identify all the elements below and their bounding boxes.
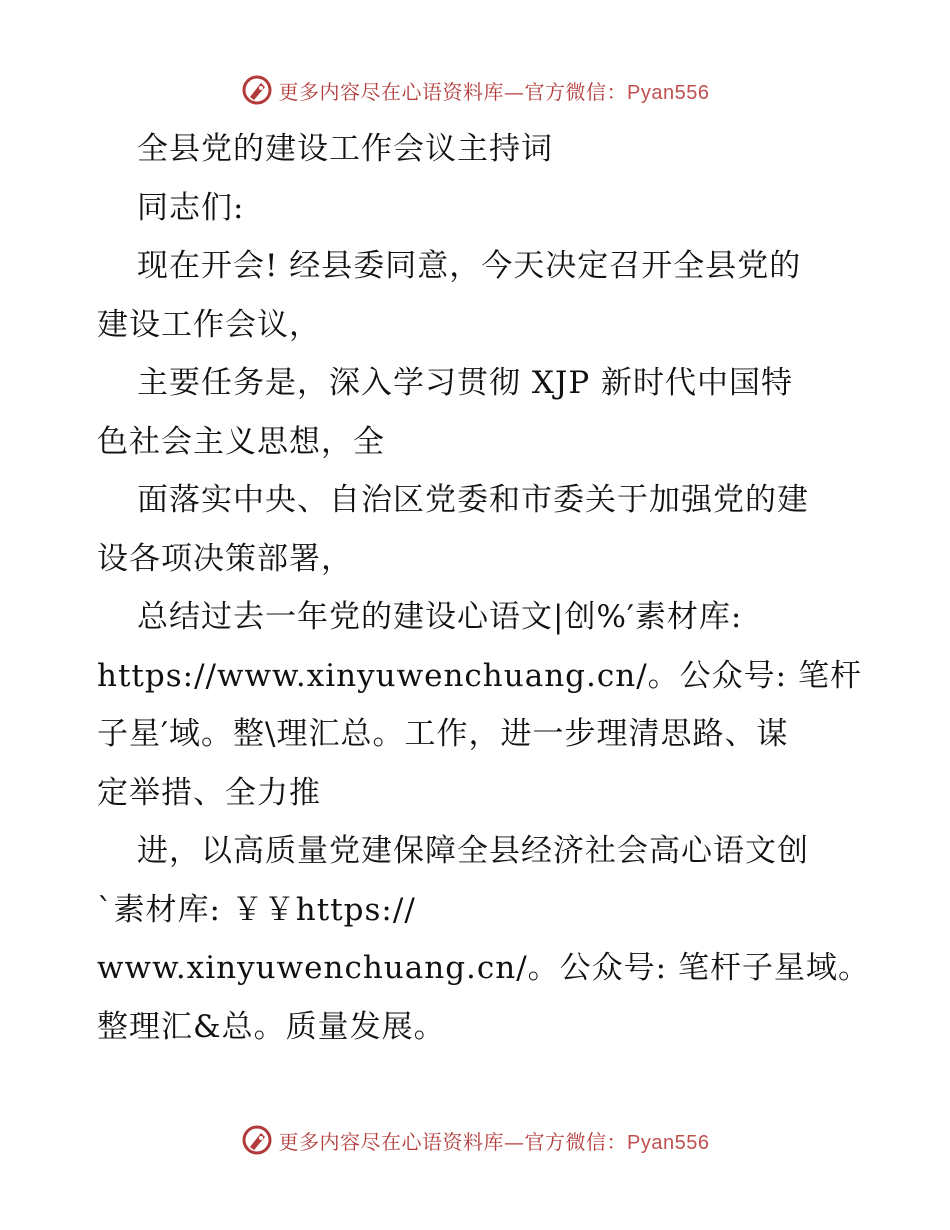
document-line: 子星′域。整\理汇总。工作，进一步理清思路、谋 <box>97 716 789 752</box>
document-line: 设各项决策部署， <box>97 540 353 577</box>
document-line: 同志们: <box>137 189 245 226</box>
document-line: www.xinyuwenchuang.cn/。公众号: 笔杆子星域。 <box>97 950 870 986</box>
document-line: https://www.xinyuwenchuang.cn/。公众号: 笔杆 <box>97 657 862 694</box>
document-line: `素材库: ￥￥https:// <box>97 891 416 928</box>
document-line: 面落实中央、自治区党委和市委关于加强党的建 <box>137 482 809 518</box>
header-banner <box>0 70 950 110</box>
document-line: 主要任务是，深入学习贯彻 XJP 新时代中国特 <box>137 365 794 401</box>
document-line: 现在开会! 经县委同意，今天决定召开全县党的 <box>137 248 802 284</box>
pen-nib-logo-icon <box>241 1124 273 1156</box>
banner-wechat-id: Pyan556 <box>627 1131 710 1154</box>
document-line: 整理汇&总。质量发展。 <box>97 1008 446 1045</box>
document-body <box>97 120 870 1056</box>
document-line: 建设工作会议， <box>97 306 321 343</box>
document-line: 全县党的建设工作会议主持词 <box>137 131 553 167</box>
banner-wechat-id: Pyan556 <box>627 81 710 104</box>
document-line: 进，以高质量党建保障全县经济社会高心语文创 <box>137 833 809 869</box>
banner-text: 更多内容尽在心语资料库—官方微信： <box>278 79 628 104</box>
document-line: 色社会主义思想，全 <box>97 423 385 460</box>
document-line: 总结过去一年党的建设心语文|创%′素材库: <box>137 599 743 635</box>
document-line: 定举措、全力推 <box>97 774 321 811</box>
pen-nib-logo-icon <box>241 74 273 106</box>
banner-text: 更多内容尽在心语资料库—官方微信： <box>278 1129 628 1154</box>
footer-banner <box>0 1120 950 1160</box>
